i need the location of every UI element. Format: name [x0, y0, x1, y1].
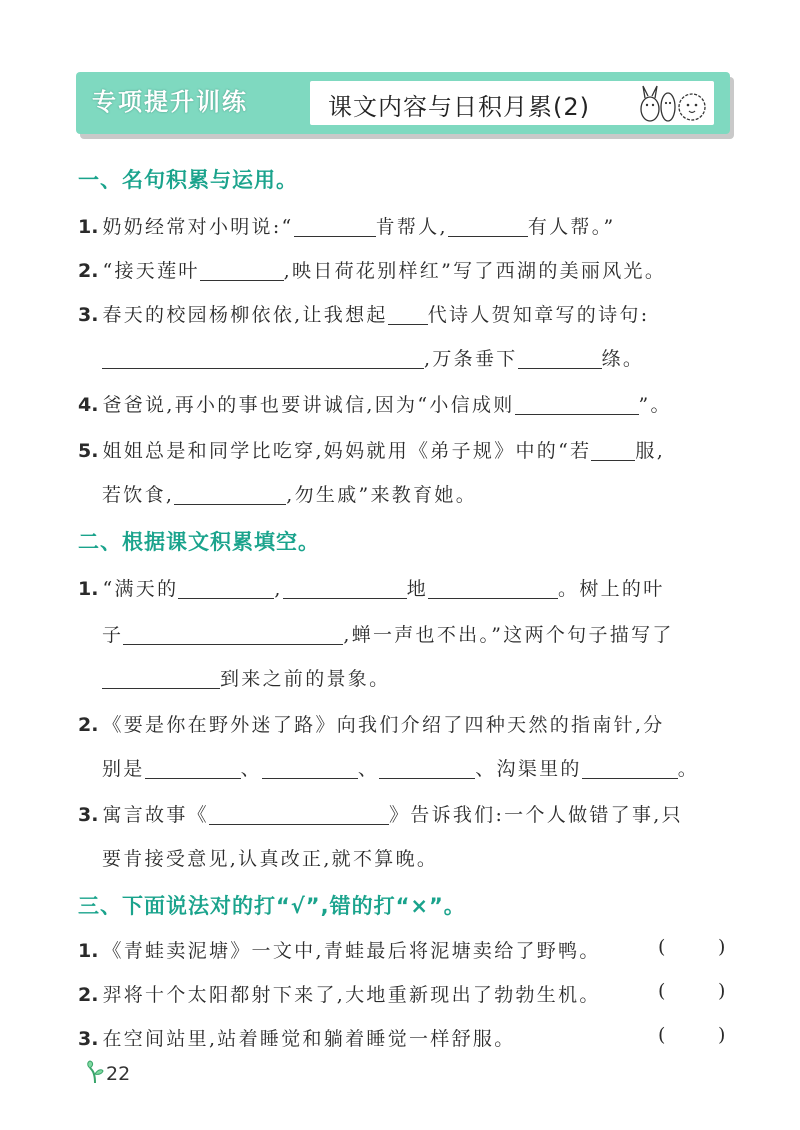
q-number: 2.: [78, 984, 99, 1006]
answer-blank[interactable]: [518, 349, 602, 369]
q-text: 、: [357, 758, 380, 780]
q-text: ,: [274, 578, 283, 600]
header-banner: [76, 72, 730, 134]
s1-q5-cont: [102, 480, 477, 507]
q-text: 、沟渠里的: [475, 758, 582, 780]
banner-label: 专项提升训练: [92, 88, 248, 116]
answer-blank[interactable]: [379, 759, 475, 779]
s2-q1-cont2: [102, 664, 390, 691]
q-text: 服,: [635, 440, 666, 462]
q-text: 爸爸说,再小的事也要讲诚信,因为“小信成则: [102, 394, 515, 416]
q-text: 羿将十个太阳都射下来了,大地重新现出了勃勃生机。: [102, 984, 601, 1006]
answer-blank[interactable]: [591, 441, 635, 461]
banner-title-box: [310, 81, 714, 125]
answer-paren-open[interactable]: (: [658, 1024, 666, 1046]
answer-paren-close[interactable]: ): [718, 980, 726, 1002]
q-text: ,映日荷花别样红”写了西湖的美丽风光。: [283, 260, 667, 282]
q-number: 1.: [78, 578, 99, 600]
answer-paren-open[interactable]: (: [658, 980, 666, 1002]
q-text: 地: [406, 578, 429, 600]
s2-q3-cont: [102, 844, 438, 871]
q-number: 3.: [78, 804, 99, 826]
q-number: 5.: [78, 440, 99, 462]
q-text: 、: [240, 758, 262, 780]
answer-blank[interactable]: [178, 579, 274, 599]
answer-blank[interactable]: [102, 669, 220, 689]
q-text: 《要是你在野外迷了路》向我们介绍了四种天然的指南针,分: [102, 714, 665, 736]
tf-item: [78, 1024, 516, 1051]
q-text: “接天莲叶: [102, 260, 200, 282]
answer-blank[interactable]: [145, 759, 241, 779]
answer-blank[interactable]: [283, 579, 407, 599]
mascot-illustration: [632, 83, 708, 123]
q-text: 肯帮人,: [375, 216, 448, 238]
q-text: 子: [102, 624, 124, 646]
answer-blank[interactable]: [200, 261, 284, 281]
q-text: 奶奶经常对小明说:“: [102, 216, 294, 238]
answer-blank[interactable]: [582, 759, 678, 779]
q-text: ,蝉一声也不出。”这两个句子描写了: [343, 624, 674, 646]
q-number: 3.: [78, 304, 99, 326]
tf-item: [78, 936, 601, 963]
answer-blank[interactable]: [123, 625, 343, 645]
s2-q2: [78, 710, 665, 737]
answer-blank[interactable]: [102, 349, 424, 369]
s1-q3: [78, 300, 649, 327]
s1-q2: [78, 256, 666, 283]
q-text: ,勿生戚”来教育她。: [286, 484, 478, 506]
answer-blank[interactable]: [174, 485, 286, 505]
q-text: 到来之前的景象。: [220, 668, 391, 690]
q-text: 。: [677, 758, 700, 780]
q-number: 4.: [78, 394, 99, 416]
answer-paren-open[interactable]: (: [658, 936, 666, 958]
answer-paren-close[interactable]: ): [718, 936, 726, 958]
answer-paren-close[interactable]: ): [718, 1024, 726, 1046]
s2-q2-cont: [102, 754, 699, 781]
q-text: 绦。: [601, 348, 645, 370]
q-text: 》告诉我们:一个人做错了事,只: [388, 804, 683, 826]
sprout-icon: [86, 1060, 104, 1084]
q-text: 寓言故事《: [102, 804, 209, 826]
s2-q1: [78, 574, 665, 601]
s1-q5: [78, 436, 665, 463]
s1-q1: [78, 212, 616, 239]
q-text: 有人帮。”: [527, 216, 616, 238]
q-text: 。树上的叶: [558, 578, 665, 600]
q-number: 2.: [78, 714, 99, 736]
q-number: 1.: [78, 216, 99, 238]
q-number: 3.: [78, 1028, 99, 1050]
answer-blank[interactable]: [428, 579, 558, 599]
s2-q3: [78, 800, 683, 827]
page-number: 22: [106, 1063, 131, 1085]
q-text: 姐姐总是和同学比吃穿,妈妈就用《弟子规》中的“若: [102, 440, 592, 462]
q-text: 《青蛙卖泥塘》一文中,青蛙最后将泥塘卖给了野鸭。: [102, 940, 601, 962]
q-number: 1.: [78, 940, 99, 962]
q-text: 要肯接受意见,认真改正,就不算晚。: [102, 848, 439, 870]
q-text: “满天的: [102, 578, 179, 600]
tf-item: [78, 980, 601, 1007]
answer-blank[interactable]: [294, 217, 376, 237]
s1-q4: [78, 390, 672, 417]
q-text: 代诗人贺知章写的诗句:: [427, 304, 650, 326]
answer-blank[interactable]: [262, 759, 358, 779]
q-text: ”。: [638, 394, 672, 416]
q-text: 春天的校园杨柳依依,让我想起: [102, 304, 388, 326]
section-1-title: 一、名句积累与运用。: [78, 168, 298, 192]
q-text: 若饮食,: [102, 484, 175, 506]
answer-blank[interactable]: [515, 395, 639, 415]
s1-q3-cont: [102, 344, 644, 371]
banner-title: 课文内容与日积月累(2): [328, 93, 590, 121]
q-number: 2.: [78, 260, 99, 282]
section-3-title: 三、下面说法对的打“√”,错的打“×”。: [78, 894, 466, 918]
answer-blank[interactable]: [209, 805, 389, 825]
q-text: ,万条垂下: [424, 348, 518, 370]
s2-q1-cont: [102, 620, 674, 647]
q-text: 在空间站里,站着睡觉和躺着睡觉一样舒服。: [102, 1028, 516, 1050]
q-text: 别是: [102, 758, 145, 780]
answer-blank[interactable]: [448, 217, 528, 237]
answer-blank[interactable]: [388, 305, 428, 325]
section-2-title: 二、根据课文积累填空。: [78, 530, 320, 554]
